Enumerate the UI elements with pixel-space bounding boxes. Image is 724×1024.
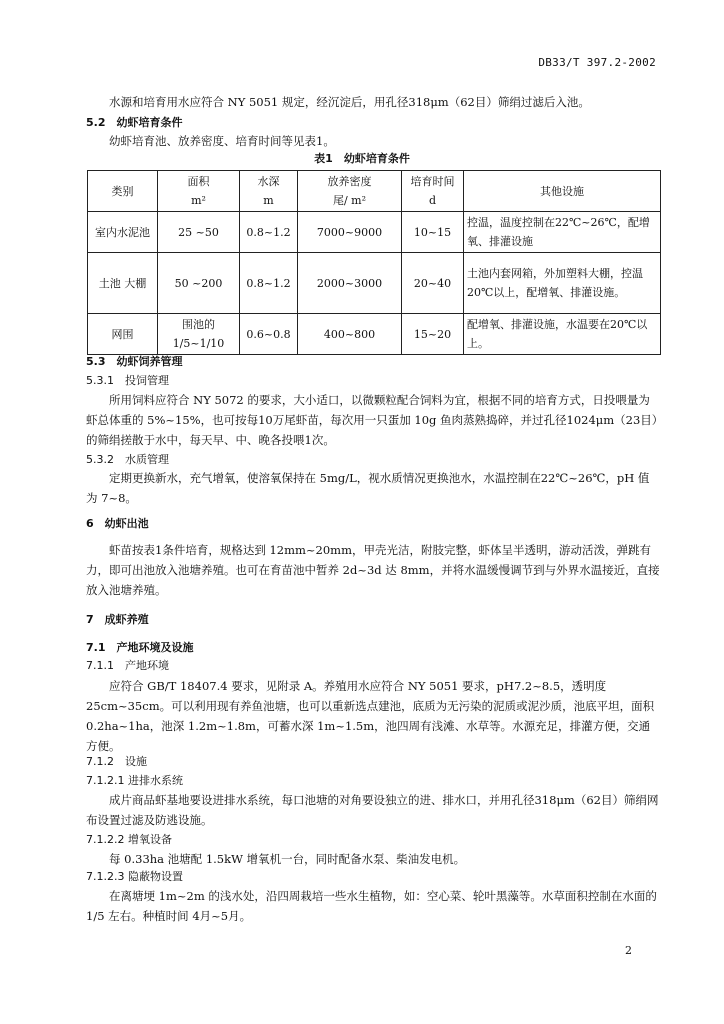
- paragraph-5-2: 幼虾培育池、放养密度、培育时间等见表1。: [109, 134, 335, 148]
- paragraph-7-1-2-3: 在离塘埂 1m~2m 的浅水处，沿四周栽培一些水生植物，如：空心菜、轮叶黑藻等。水草面积控制在水面的 1/5 左右。种植时间 4月~5月。: [86, 889, 657, 923]
- paragraph-7-1-2-1: 成片商品虾基地要设进排水系统，每口池塘的对角要设独立的进、排水口，并用孔径318μm（62目）筛绢网布设置过滤及防逃设施。: [86, 793, 659, 827]
- header-type: 类别: [88, 171, 158, 212]
- table-row: 土池 大棚 50 ~200 0.8~1.2 2000~3000 20~40 土池内套网箱，外加塑料大棚，控温20℃以上，配增氧、排灌设施。: [88, 253, 661, 314]
- table-row: 室内水泥池 25 ~50 0.8~1.2 7000~9000 10~15 控温，温度控制在22℃~26℃，配增氧、排灌设施: [88, 212, 661, 253]
- heading-5-3-2: 5.3.2 水质管理: [86, 453, 169, 466]
- heading-7-1: 7.1 产地环境及设施: [86, 641, 194, 654]
- paragraph-7-1-2-2: 每 0.33ha 池塘配 1.5kW 增氧机一台，同时配备水泵、柴油发电机。: [109, 852, 466, 866]
- heading-5-2: 5.2 幼虾培育条件: [86, 116, 183, 129]
- heading-7-1-2-3: 7.1.2.3 隐蔽物设置: [86, 870, 183, 883]
- heading-7-1-1: 7.1.1 产地环境: [86, 659, 169, 672]
- heading-5-3: 5.3 幼虾饲养管理: [86, 355, 183, 368]
- standard-code: DB33/T 397.2-2002: [538, 56, 656, 69]
- heading-7-1-2: 7.1.2 设施: [86, 755, 147, 768]
- table-caption: 表1 幼虾培育条件: [314, 152, 410, 165]
- table-row: 网围 围池的1/5~1/10 0.6~0.8 400~800 15~20 配增氧、排灌设施，水温要在20℃以上。: [88, 314, 661, 355]
- heading-7-1-2-1: 7.1.2.1 进排水系统: [86, 774, 183, 787]
- table-header-row: [88, 171, 661, 212]
- nursery-conditions-table: [87, 170, 661, 355]
- heading-6: 6 幼虾出池: [86, 517, 149, 530]
- paragraph-6: 虾苗按表1条件培育，规格达到 12mm~20mm，甲壳光洁，附肢完整，虾体呈半透明，游动活泼，弹跳有力，即可出池放入池塘养殖。也可在育苗池中暂养 2d~3d 达 8mm，并将水温缓慢调节到与外界水温接近，直接放入池塘养殖。: [86, 543, 660, 597]
- header-days: 培育时间 d: [402, 171, 464, 212]
- page-number: 2: [625, 944, 632, 957]
- paragraph-5-3-1: 所用饲料应符合 NY 5072 的要求，大小适口，以微颗粒配合饲料为宜，根据不同的培育方式，日投喂量为虾总体重的 5%~15%，也可按每10万尾虾苗，每次用一只蛋加 10g 鱼肉蒸熟捣碎，并过孔径1024μm（23目）的筛绢搓散于水中，每天早、中、晚各投喂1次。: [86, 393, 658, 447]
- heading-7: 7 成虾养殖: [86, 613, 149, 626]
- intro-paragraph: 水源和培育用水应符合 NY 5051 规定，经沉淀后，用孔径318μm（62目）筛绢过滤后入池。: [109, 95, 590, 109]
- header-other: 其他设施: [464, 171, 661, 212]
- paragraph-5-3-2: 定期更换新水，充气增氧，使溶氧保持在 5mg/L，视水质情况更换池水，水温控制在22℃~26℃，pH 值为 7~8。: [86, 471, 650, 505]
- heading-7-1-2-2: 7.1.2.2 增氧设备: [86, 833, 172, 846]
- heading-5-3-1: 5.3.1 投饲管理: [86, 374, 169, 387]
- paragraph-7-1-1: 应符合 GB/T 18407.4 要求，见附录 A。养殖用水应符合 NY 5051 要求，pH7.2~8.5，透明度25cm~35cm。可以利用现有养鱼池塘，也可以重新选点建池，底质为无污染的泥质或泥沙质，池底平坦，面积 0.2ha~1ha，池深 1.2m~1.8m，可蓄水深 1m~1.5m，池四周有浅滩、水草等。水源充足，排灌方便，交通方便。: [86, 679, 655, 753]
- header-area: 面积 m²: [158, 171, 240, 212]
- header-density: 放养密度 尾/ m²: [298, 171, 402, 212]
- header-depth: 水深 m: [240, 171, 298, 212]
